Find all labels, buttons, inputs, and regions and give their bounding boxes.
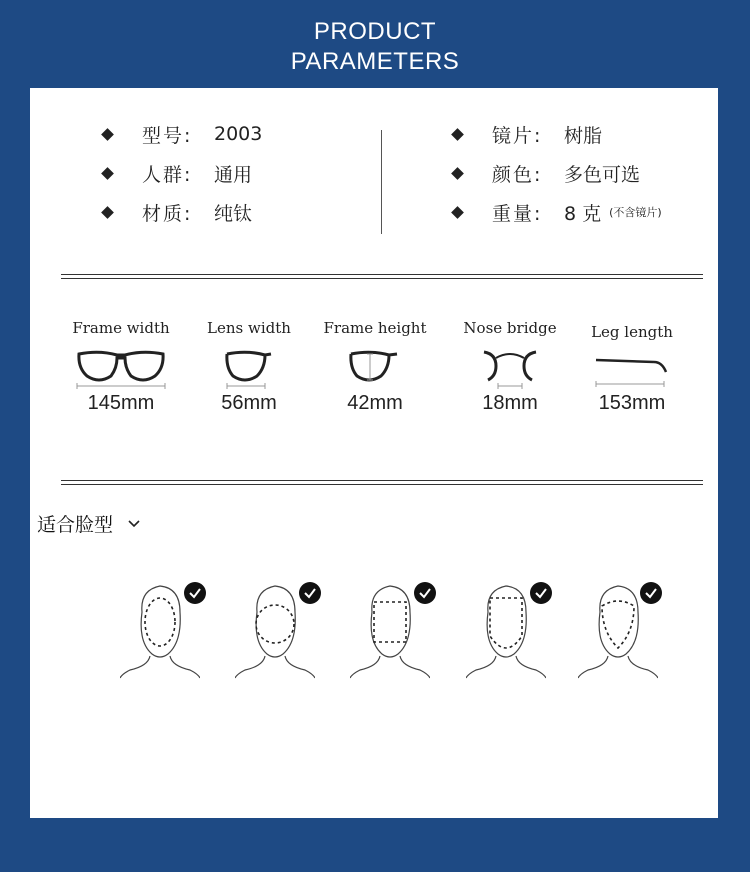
param-row-crowd: [103, 159, 252, 187]
column-divider: [381, 130, 382, 234]
param-value: 2003: [214, 123, 263, 145]
dimension-label: Frame height: [323, 319, 427, 337]
check-icon: [299, 582, 321, 604]
frame-width-icon: [73, 346, 169, 390]
param-row-model: [103, 120, 262, 148]
param-label: 材质:: [142, 202, 193, 225]
param-value: 多色可选: [564, 163, 641, 186]
header-title-line2: PARAMETERS: [290, 48, 460, 75]
param-note: (不含镜片): [609, 206, 662, 219]
face-fit-title-text: 适合脸型: [37, 514, 114, 536]
frame-height-icon: [345, 346, 405, 390]
dimension-frame-width: [51, 318, 191, 415]
header: [0, 0, 750, 88]
check-icon: [530, 582, 552, 604]
diamond-bullet-icon: [101, 128, 114, 141]
dimension-value: 56mm: [221, 392, 277, 414]
content-panel: [30, 88, 718, 818]
param-label: 镜片:: [492, 124, 543, 147]
dimension-value: 18mm: [482, 392, 538, 414]
param-label: 型号:: [142, 124, 193, 147]
dimension-label: Nose bridge: [463, 319, 557, 337]
param-value: 树脂: [564, 124, 603, 147]
double-divider-bottom: [61, 480, 703, 485]
diamond-bullet-icon: [451, 167, 464, 180]
header-title-line1: PRODUCT: [313, 18, 437, 45]
diamond-bullet-icon: [451, 206, 464, 219]
dimension-label: Frame width: [72, 319, 170, 337]
diamond-bullet-icon: [451, 128, 464, 141]
dimension-frame-height: [305, 318, 445, 415]
param-label: 重量:: [492, 202, 543, 225]
param-row-material: [103, 198, 252, 226]
chevron-down-icon[interactable]: [127, 519, 141, 529]
param-row-weight: [453, 198, 662, 226]
check-icon: [414, 582, 436, 604]
dimension-label: Lens width: [207, 319, 291, 337]
face-round: [235, 582, 325, 680]
diamond-bullet-icon: [101, 167, 114, 180]
nose-bridge-icon: [480, 346, 540, 390]
dimension-value: 145mm: [87, 392, 155, 414]
face-oval: [120, 582, 210, 680]
face-rectangle: [466, 582, 556, 680]
double-divider-top: [61, 274, 703, 279]
dimension-value: 153mm: [598, 392, 666, 414]
check-icon: [184, 582, 206, 604]
param-value: 8 克: [564, 202, 602, 225]
param-label: 颜色:: [492, 163, 543, 186]
dimension-label: Leg length: [591, 323, 673, 341]
param-row-lens: [453, 120, 602, 148]
check-icon: [640, 582, 662, 604]
dimension-leg-length: [562, 318, 702, 415]
diamond-bullet-icon: [101, 206, 114, 219]
face-heart: [578, 582, 668, 680]
face-fit-title[interactable]: [37, 510, 141, 537]
lens-width-icon: [219, 346, 279, 390]
dimension-value: 42mm: [347, 392, 403, 414]
param-value: 通用: [214, 163, 253, 186]
parameters-section: [30, 88, 718, 268]
param-row-color: [453, 159, 640, 187]
dimension-nose-bridge: [440, 318, 580, 415]
face-square: [350, 582, 440, 680]
leg-length-icon: [592, 350, 672, 390]
param-label: 人群:: [142, 163, 193, 186]
param-value: 纯钛: [214, 202, 253, 225]
dimension-lens-width: [179, 318, 319, 415]
